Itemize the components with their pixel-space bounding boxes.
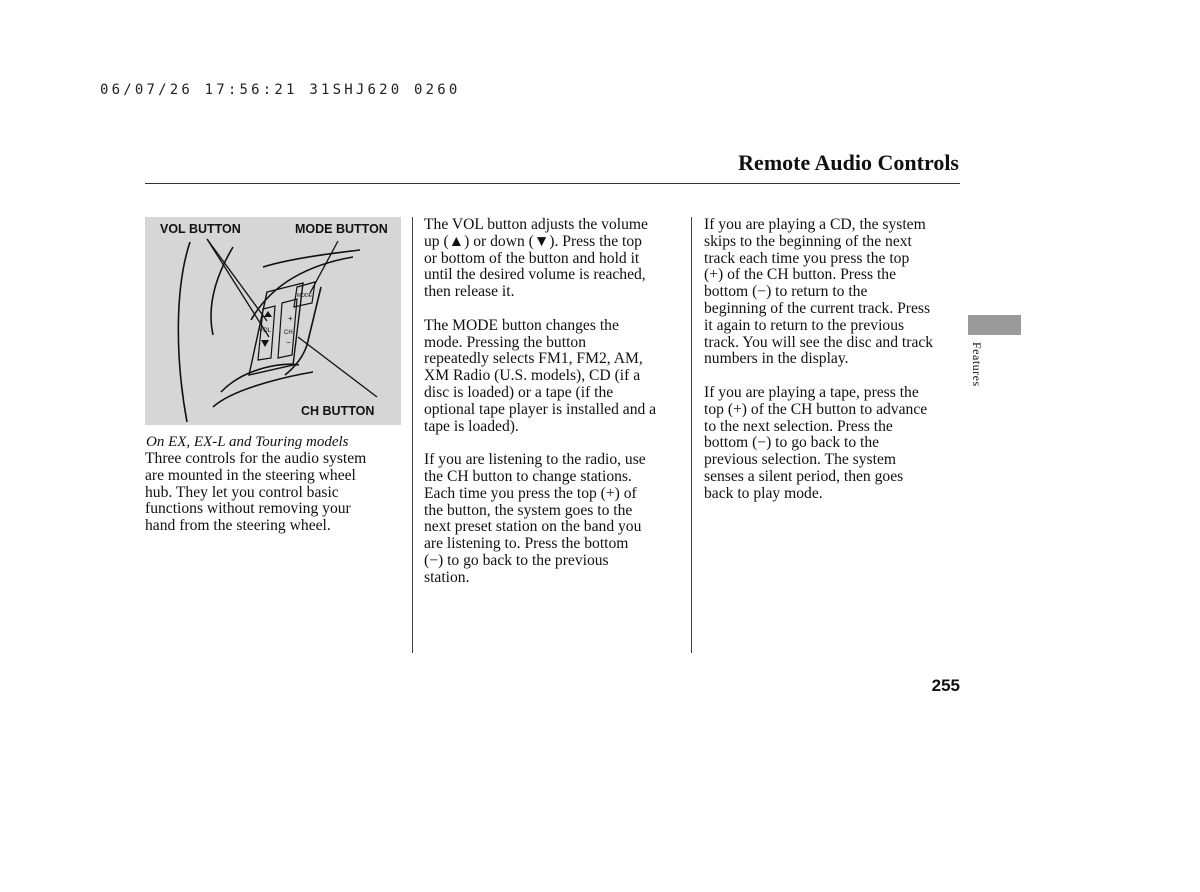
paragraph: The MODE button changes the mode. Pressing the button repeatedly selects FM1, FM2, AM, XM Radio (U.S. models), CD (if a disc is loaded) or a tape (if the optional tape player is installed and a tape is loaded). [424,316,657,435]
ch-button-label: CH BUTTON [301,404,375,418]
paragraph: Three controls for the audio system are mounted in the steering wheel hub. They let you control basic functions without removing your hand from the steering wheel. [145,450,367,535]
column-2 [424,217,686,603]
ch-key-label: CH [284,330,293,336]
paragraph: The VOL button adjusts the volume up (▲) or down (▼). Press the top or bottom of the button and hold it until the desired volume is reached, then release it. [424,216,648,301]
paragraph: If you are playing a tape, press the top (+) of the CH button to advance to the next selection. Press the bottom (−) to go back to the previous selection. The system senses a silent period, then goes back to play mode. [704,383,928,502]
page-number: 255 [931,676,960,695]
column-3 [704,217,966,519]
mode-key-label: MODE [297,293,312,299]
column-divider [691,217,692,653]
vol-button-label: VOL BUTTON [160,222,241,236]
print-stamp: 06/07/26 17:56:21 31SHJ620 0260 [100,82,461,98]
section-tab-marker [968,315,1021,335]
title-rule [145,183,960,184]
paragraph: If you are playing a CD, the system skips to the beginning of the next track each time you press the top (+) of the CH button. Press the bottom (−) to return to the beginning of the current track. Press it again to return to the previous track. You will see the disc and track numbers in the display. [704,216,934,368]
ch-plus-glyph: + [288,314,293,323]
column-divider [412,217,413,653]
vol-key-label: VOL [259,328,272,334]
steering-wheel-figure [145,217,401,425]
paragraph: If you are listening to the radio, use the CH button to change stations. Each time you press the top (+) of the button, the system goes to the next preset station on the band you are listening to. Press the bottom (−) to go back to the previous station. [424,451,646,586]
column-1 [145,451,407,552]
figure-caption: On EX, EX-L and Touring models [146,434,349,450]
steering-wheel-illustration [145,217,401,425]
side-tab-label: Features [970,342,984,387]
mode-button-label: MODE BUTTON [295,222,388,236]
section-title: Remote Audio Controls [738,150,959,175]
ch-minus-glyph: − [286,338,291,347]
